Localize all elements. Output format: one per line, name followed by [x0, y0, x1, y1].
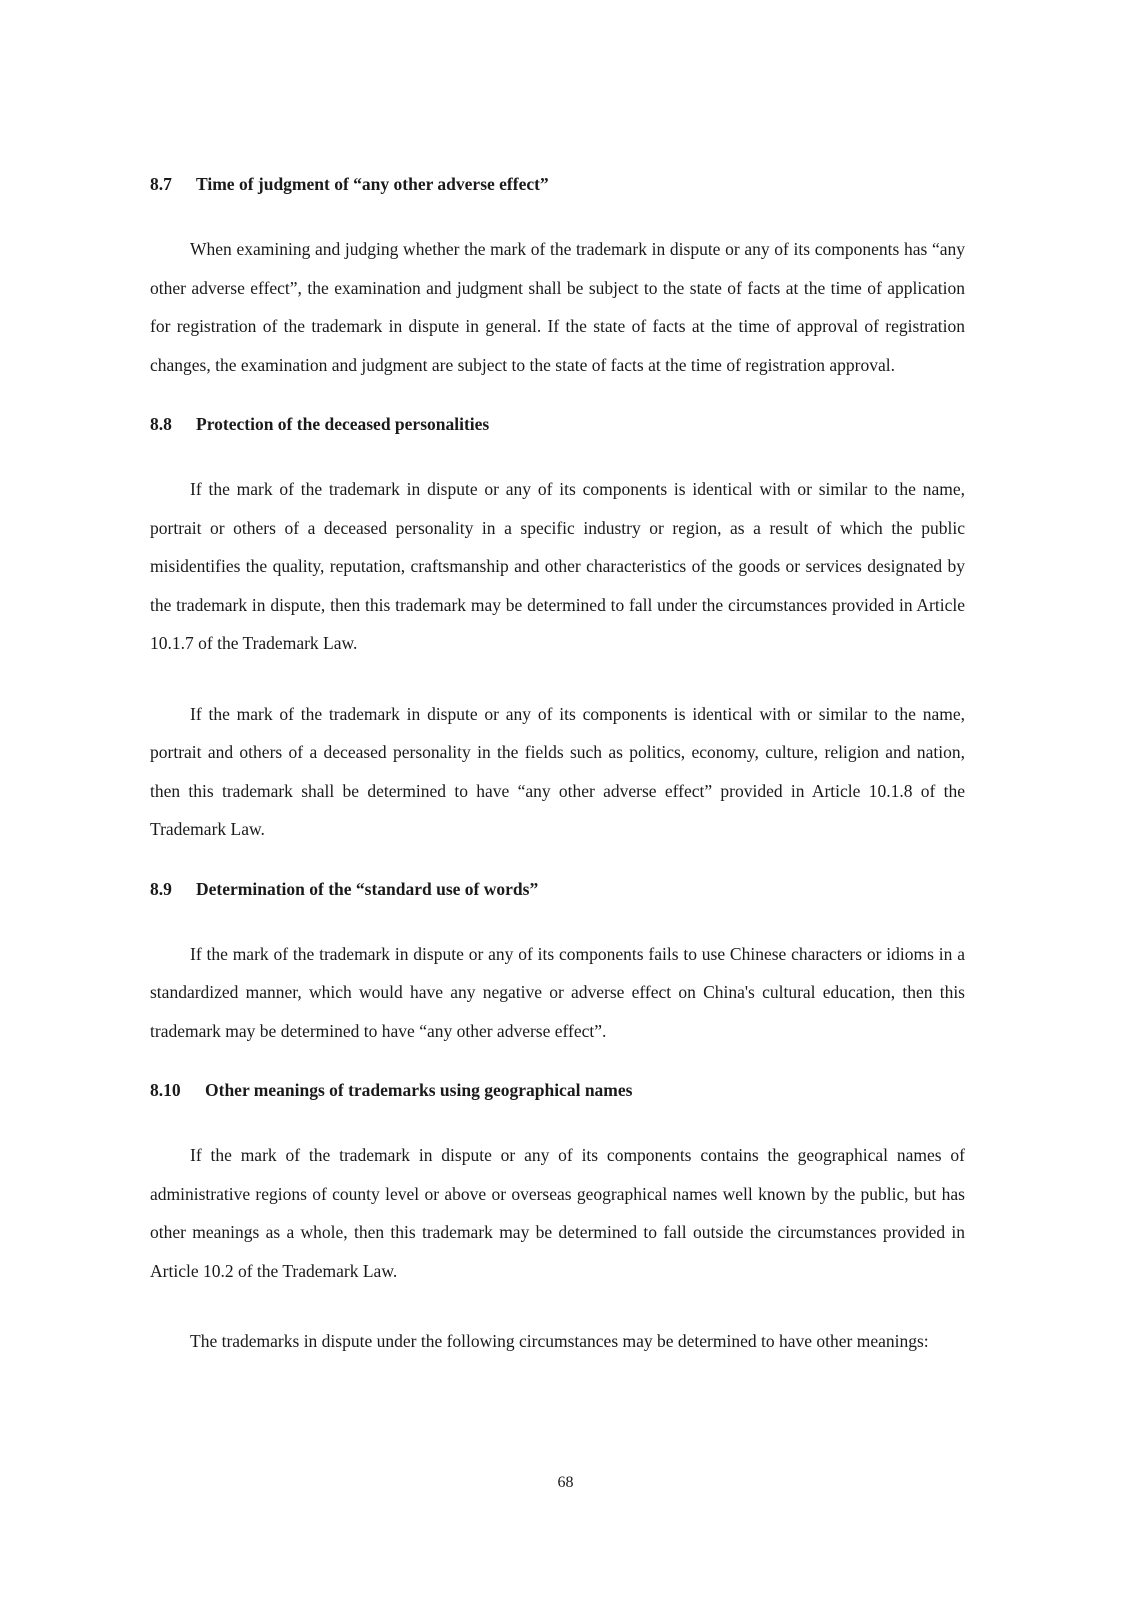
section-title: Other meanings of trademarks using geographical names	[205, 1080, 633, 1100]
section-title: Time of judgment of “any other adverse effect”	[196, 174, 549, 194]
paragraph: When examining and judging whether the mark of the trademark in dispute or any of its components has “any other adverse effect”, the examination and judgment shall be subject to the state of facts at the time of application for registration of the trademark in dispute in general. If the state of facts at the time of approval of registration changes, the examination and judgment are subject to the state of facts at the time of registration approval.	[150, 239, 965, 375]
section-number: 8.7	[150, 174, 172, 194]
paragraph: The trademarks in dispute under the following circumstances may be determined to have other meanings:	[190, 1331, 929, 1351]
section-title: Protection of the deceased personalities	[196, 414, 490, 434]
section-title: Determination of the “standard use of words”	[196, 878, 539, 899]
paragraph: If the mark of the trademark in dispute or any of its components contains the geographical names of administrative regions of county level or above or overseas geographical names well known by the public, but has other meanings as a whole, then this trademark may be determined to fall outside the circumstances provided in Article 10.2 of the Trademark Law.	[150, 1145, 965, 1281]
page-number: 68	[557, 1474, 574, 1491]
paragraph: If the mark of the trademark in dispute or any of its components is identical with or similar to the name, portrait or others of a deceased personality in a specific industry or region, as a result of which the public misidentifies the quality, reputation, craftsmanship and other characteristics of the goods or services designated by the trademark in dispute, then this trademark may be determined to fall under the circumstances provided in Article 10.1.7 of the Trademark Law.	[150, 479, 965, 653]
section-heading-8-7	[150, 172, 965, 196]
section-number: 8.8	[150, 414, 172, 434]
section-number: 8.9	[150, 878, 172, 899]
section-number: 8.10	[150, 1080, 181, 1100]
section-heading-8-10	[150, 1078, 965, 1102]
paragraph: If the mark of the trademark in dispute or any of its components fails to use Chinese characters or idioms in a standardized manner, which would have any negative or adverse effect on China's cultural education, then this trademark may be determined to have “any other adverse effect”.	[150, 943, 965, 1041]
paragraph: If the mark of the trademark in dispute or any of its components is identical with or similar to the name, portrait and others of a deceased personality in the fields such as politics, economy, culture, religion and nation, then this trademark shall be determined to have “any other adverse effect” provided in Article 10.1.8 of the Trademark Law.	[150, 703, 965, 839]
section-heading-8-8	[150, 412, 965, 436]
section-heading-8-9	[150, 877, 965, 901]
document-body	[150, 172, 965, 1361]
